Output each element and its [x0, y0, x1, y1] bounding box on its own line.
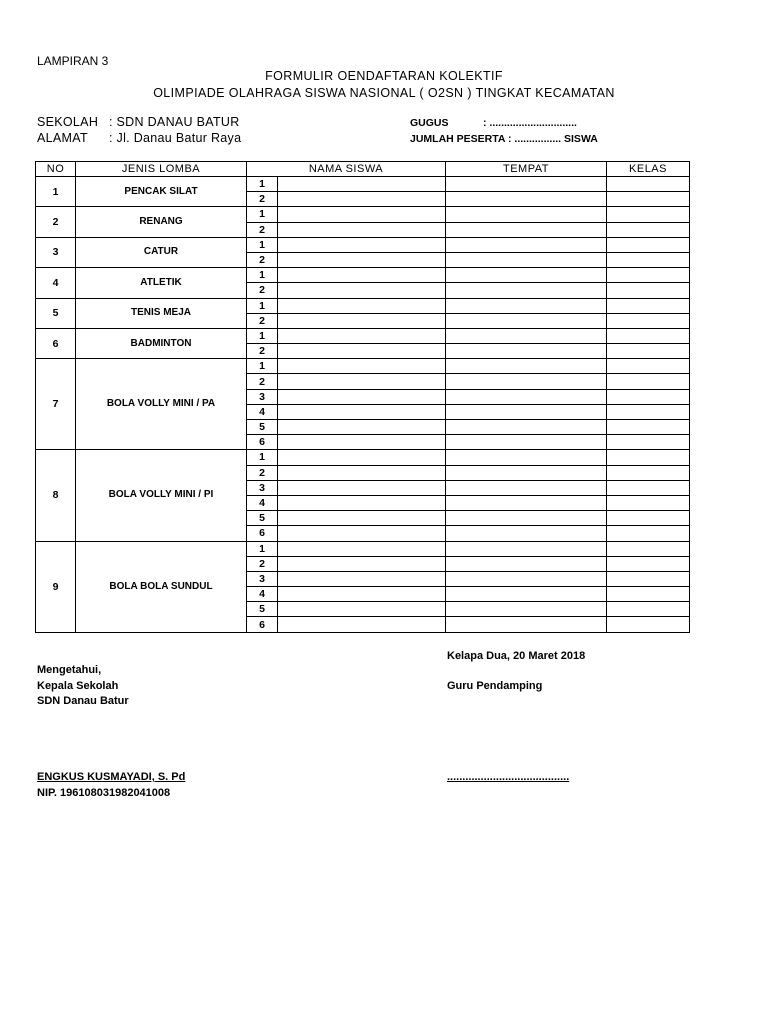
slot-index: 2: [247, 252, 278, 267]
jenis-lomba-cell: PENCAK SILAT: [76, 177, 247, 207]
tempat-cell[interactable]: [446, 526, 607, 541]
kelas-cell[interactable]: [607, 222, 690, 237]
kelas-cell[interactable]: [607, 602, 690, 617]
tempat-cell[interactable]: [446, 480, 607, 495]
kelas-cell[interactable]: [607, 237, 690, 252]
col-header-no: NO: [36, 162, 76, 177]
tempat-cell[interactable]: [446, 359, 607, 374]
jenis-lomba-cell: RENANG: [76, 207, 247, 237]
kelas-cell[interactable]: [607, 541, 690, 556]
nama-siswa-cell[interactable]: [278, 480, 446, 495]
tempat-cell[interactable]: [446, 237, 607, 252]
table-row: [36, 207, 690, 222]
jenis-lomba-cell: CATUR: [76, 237, 247, 267]
jenis-lomba-cell: BOLA VOLLY MINI / PI: [76, 450, 247, 541]
tempat-cell[interactable]: [446, 435, 607, 450]
slot-index: 1: [247, 359, 278, 374]
slot-index: 2: [247, 222, 278, 237]
registration-table: [35, 161, 690, 633]
kelas-cell[interactable]: [607, 420, 690, 435]
tempat-cell[interactable]: [446, 571, 607, 586]
kelas-cell[interactable]: [607, 617, 690, 632]
table-row: [36, 177, 690, 192]
kepala-name: ENGKUS KUSMAYADI, S. Pd: [37, 771, 186, 783]
nama-siswa-cell[interactable]: [278, 328, 446, 343]
kelas-cell[interactable]: [607, 526, 690, 541]
nama-siswa-cell[interactable]: [278, 268, 446, 283]
slot-index: 5: [247, 511, 278, 526]
slot-index: 5: [247, 602, 278, 617]
kelas-cell[interactable]: [607, 344, 690, 359]
nama-siswa-cell[interactable]: [278, 420, 446, 435]
kelas-cell[interactable]: [607, 313, 690, 328]
nama-siswa-cell[interactable]: [278, 177, 446, 192]
slot-index: 2: [247, 556, 278, 571]
guru-signature-line: ........................................: [447, 771, 570, 783]
nama-siswa-cell[interactable]: [278, 435, 446, 450]
gugus-value: : ..............................: [483, 117, 577, 129]
mengetahui-label: Mengetahui,: [37, 664, 102, 676]
nama-siswa-cell[interactable]: [278, 283, 446, 298]
slot-index: 5: [247, 420, 278, 435]
slot-index: 3: [247, 389, 278, 404]
tempat-cell[interactable]: [446, 389, 607, 404]
kelas-cell[interactable]: [607, 435, 690, 450]
table-row: [36, 298, 690, 313]
slot-index: 6: [247, 435, 278, 450]
nama-siswa-cell[interactable]: [278, 207, 446, 222]
school-name-label: SDN Danau Batur: [37, 695, 129, 707]
nama-siswa-cell[interactable]: [278, 237, 446, 252]
slot-index: 2: [247, 313, 278, 328]
slot-index: 1: [247, 328, 278, 343]
nama-siswa-cell[interactable]: [278, 556, 446, 571]
tempat-cell[interactable]: [446, 587, 607, 602]
row-number: 8: [36, 450, 76, 541]
nama-siswa-cell[interactable]: [278, 298, 446, 313]
nama-siswa-cell[interactable]: [278, 541, 446, 556]
nama-siswa-cell[interactable]: [278, 495, 446, 510]
gugus-label: GUGUS: [410, 117, 449, 129]
slot-index: 1: [247, 207, 278, 222]
jenis-lomba-cell: BOLA BOLA SUNDUL: [76, 541, 247, 632]
guru-pendamping-label: Guru Pendamping: [447, 680, 543, 692]
kelas-cell[interactable]: [607, 374, 690, 389]
slot-index: 4: [247, 587, 278, 602]
slot-index: 4: [247, 404, 278, 419]
tempat-cell[interactable]: [446, 328, 607, 343]
nama-siswa-cell[interactable]: [278, 252, 446, 267]
tempat-cell[interactable]: [446, 420, 607, 435]
tempat-cell[interactable]: [446, 192, 607, 207]
form-title: FORMULIR OENDAFTARAN KOLEKTIF: [265, 69, 503, 83]
nama-siswa-cell[interactable]: [278, 359, 446, 374]
kelas-cell[interactable]: [607, 298, 690, 313]
slot-index: 2: [247, 344, 278, 359]
kelas-cell[interactable]: [607, 465, 690, 480]
tempat-cell[interactable]: [446, 541, 607, 556]
tempat-cell[interactable]: [446, 465, 607, 480]
tempat-cell[interactable]: [446, 450, 607, 465]
slot-index: 1: [247, 268, 278, 283]
tempat-cell[interactable]: [446, 556, 607, 571]
slot-index: 1: [247, 237, 278, 252]
slot-index: 1: [247, 177, 278, 192]
alamat-label: ALAMAT: [37, 131, 88, 145]
slot-index: 2: [247, 283, 278, 298]
nama-siswa-cell[interactable]: [278, 526, 446, 541]
lampiran-label: LAMPIRAN 3: [37, 54, 109, 68]
tempat-cell[interactable]: [446, 313, 607, 328]
kelas-cell[interactable]: [607, 283, 690, 298]
slot-index: 1: [247, 541, 278, 556]
tempat-cell[interactable]: [446, 344, 607, 359]
place-date: Kelapa Dua, 20 Maret 2018: [447, 650, 586, 662]
jenis-lomba-cell: BADMINTON: [76, 328, 247, 358]
sekolah-value: : SDN DANAU BATUR: [109, 115, 240, 129]
slot-index: 3: [247, 480, 278, 495]
row-number: 1: [36, 177, 76, 207]
nip-label: NIP. 196108031982041008: [37, 787, 171, 799]
nama-siswa-cell[interactable]: [278, 313, 446, 328]
slot-index: 1: [247, 298, 278, 313]
table-row: [36, 450, 690, 465]
slot-index: 2: [247, 465, 278, 480]
kepala-sekolah-label: Kepala Sekolah: [37, 680, 119, 692]
nama-siswa-cell[interactable]: [278, 511, 446, 526]
nama-siswa-cell[interactable]: [278, 617, 446, 632]
slot-index: 6: [247, 617, 278, 632]
slot-index: 2: [247, 192, 278, 207]
slot-index: 2: [247, 374, 278, 389]
kelas-cell[interactable]: [607, 328, 690, 343]
table-row: [36, 237, 690, 252]
table-row: [36, 359, 690, 374]
nama-siswa-cell[interactable]: [278, 465, 446, 480]
kelas-cell[interactable]: [607, 587, 690, 602]
jumlah-peserta: JUMLAH PESERTA : ................ SISWA: [410, 133, 598, 145]
kelas-cell[interactable]: [607, 511, 690, 526]
tempat-cell[interactable]: [446, 374, 607, 389]
slot-index: 6: [247, 526, 278, 541]
jenis-lomba-cell: ATLETIK: [76, 268, 247, 298]
col-header-nama-siswa: NAMA SISWA: [247, 162, 446, 177]
jenis-lomba-cell: BOLA VOLLY MINI / PA: [76, 359, 247, 450]
table-row: [36, 541, 690, 556]
form-subtitle: OLIMPIADE OLAHRAGA SISWA NASIONAL ( O2SN ) TINGKAT KECAMATAN: [153, 86, 615, 100]
tempat-cell[interactable]: [446, 207, 607, 222]
kelas-cell[interactable]: [607, 177, 690, 192]
kelas-cell[interactable]: [607, 450, 690, 465]
row-number: 3: [36, 237, 76, 267]
tempat-cell[interactable]: [446, 283, 607, 298]
kelas-cell[interactable]: [607, 480, 690, 495]
kelas-cell[interactable]: [607, 571, 690, 586]
nama-siswa-cell[interactable]: [278, 450, 446, 465]
nama-siswa-cell[interactable]: [278, 587, 446, 602]
col-header-tempat: TEMPAT: [446, 162, 607, 177]
table-header-row: [36, 162, 690, 177]
tempat-cell[interactable]: [446, 404, 607, 419]
nama-siswa-cell[interactable]: [278, 374, 446, 389]
kelas-cell[interactable]: [607, 359, 690, 374]
kelas-cell[interactable]: [607, 207, 690, 222]
tempat-cell[interactable]: [446, 511, 607, 526]
nama-siswa-cell[interactable]: [278, 404, 446, 419]
slot-index: 3: [247, 571, 278, 586]
nama-siswa-cell[interactable]: [278, 192, 446, 207]
row-number: 9: [36, 541, 76, 632]
slot-index: 4: [247, 495, 278, 510]
row-number: 7: [36, 359, 76, 450]
jenis-lomba-cell: TENIS MEJA: [76, 298, 247, 328]
sekolah-label: SEKOLAH: [37, 115, 99, 129]
nama-siswa-cell[interactable]: [278, 222, 446, 237]
col-header-kelas: KELAS: [607, 162, 690, 177]
kelas-cell[interactable]: [607, 404, 690, 419]
slot-index: 1: [247, 450, 278, 465]
tempat-cell[interactable]: [446, 177, 607, 192]
kelas-cell[interactable]: [607, 389, 690, 404]
kelas-cell[interactable]: [607, 268, 690, 283]
nama-siswa-cell[interactable]: [278, 602, 446, 617]
tempat-cell[interactable]: [446, 268, 607, 283]
nama-siswa-cell[interactable]: [278, 571, 446, 586]
row-number: 5: [36, 298, 76, 328]
row-number: 4: [36, 268, 76, 298]
tempat-cell[interactable]: [446, 495, 607, 510]
tempat-cell[interactable]: [446, 617, 607, 632]
kelas-cell[interactable]: [607, 192, 690, 207]
tempat-cell[interactable]: [446, 222, 607, 237]
col-header-jenis-lomba: JENIS LOMBA: [76, 162, 247, 177]
row-number: 6: [36, 328, 76, 358]
tempat-cell[interactable]: [446, 602, 607, 617]
tempat-cell[interactable]: [446, 252, 607, 267]
kelas-cell[interactable]: [607, 495, 690, 510]
row-number: 2: [36, 207, 76, 237]
kelas-cell[interactable]: [607, 252, 690, 267]
table-row: [36, 328, 690, 343]
kelas-cell[interactable]: [607, 556, 690, 571]
nama-siswa-cell[interactable]: [278, 344, 446, 359]
tempat-cell[interactable]: [446, 298, 607, 313]
nama-siswa-cell[interactable]: [278, 389, 446, 404]
table-row: [36, 268, 690, 283]
alamat-value: : Jl. Danau Batur Raya: [109, 131, 242, 145]
